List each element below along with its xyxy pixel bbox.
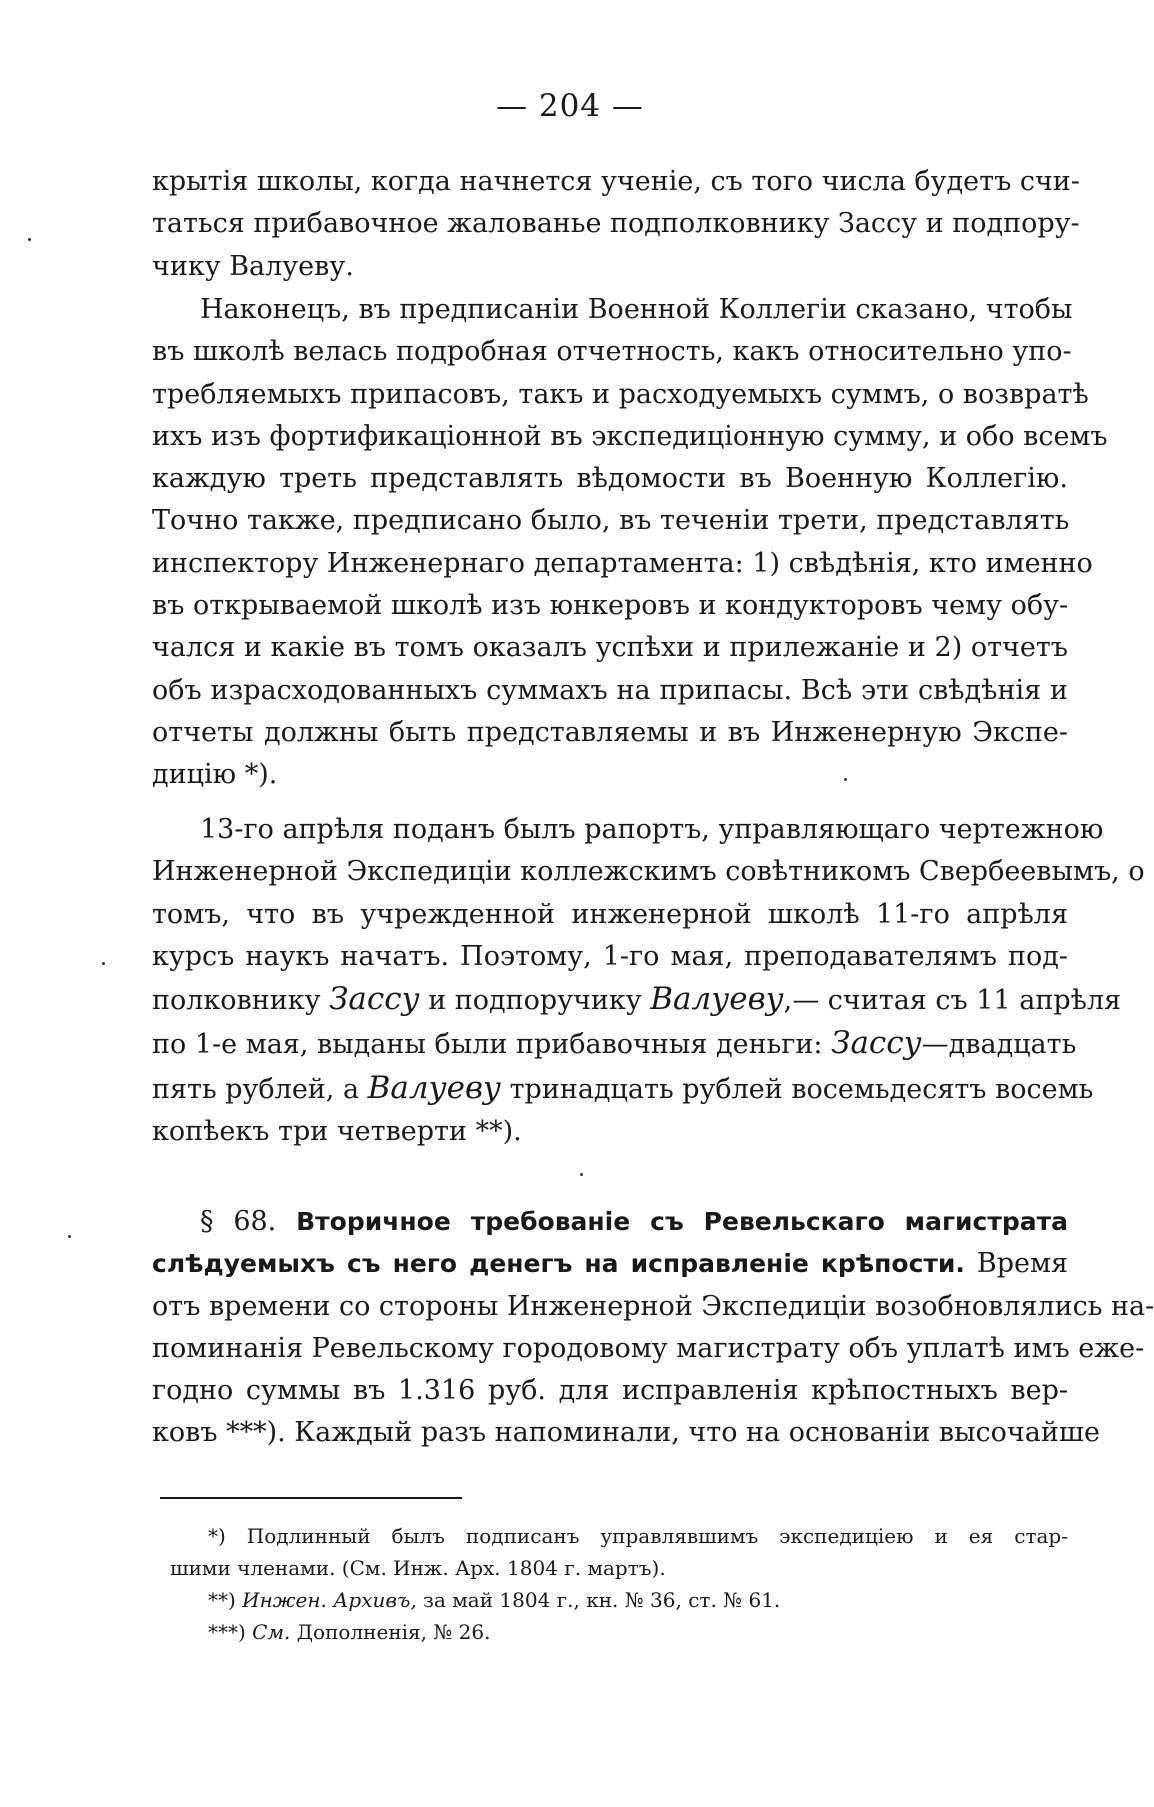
text-line: Точно также, предписано было, въ теченіи трети, представлять bbox=[152, 505, 1070, 537]
footnotes bbox=[170, 1520, 1068, 1648]
scan-speck bbox=[68, 1235, 71, 1238]
text-line: Инженерной Экспедиціи коллежскимъ совѣтникомъ Свербеевымъ, о bbox=[152, 856, 1145, 888]
scan-speck bbox=[844, 778, 847, 781]
text-line bbox=[152, 1022, 1077, 1066]
text-line: чику Валуеву. bbox=[152, 250, 354, 282]
text-run: ,— считая съ 11 апрѣля bbox=[783, 985, 1122, 1017]
footnote-source-italic: См. bbox=[252, 1620, 291, 1644]
footnote-mark: **) bbox=[208, 1588, 236, 1612]
section-heading: слѣдуемыхъ съ него денегъ на исправленіе крѣпости. bbox=[152, 1249, 965, 1279]
footnote-mark: ***) bbox=[208, 1620, 246, 1644]
text-line: отчеты должны быть представляемы и въ Инженерную Экспе- bbox=[152, 716, 1068, 748]
text-line: объ израсходованныхъ суммахъ на припасы. Всѣ эти свѣдѣнія и bbox=[152, 674, 1068, 706]
text-run: —двадцать bbox=[921, 1029, 1077, 1061]
footnote-line: шими членами. (См. Инж. Арх. 1804 г. мартъ). bbox=[170, 1556, 666, 1580]
text-line: чался и какіе въ томъ оказалъ успѣхи и прилежаніе и 2) отчетъ bbox=[152, 632, 1068, 664]
footnote-line: *) Подлинный былъ подписанъ управлявшимъ экспедиціею и ея стар- bbox=[208, 1524, 1068, 1548]
footnote-divider bbox=[160, 1497, 462, 1499]
page-number: — 204 — bbox=[496, 88, 644, 124]
section-number: § 68. bbox=[200, 1206, 277, 1237]
footnote-text: Дополненія, № 26. bbox=[296, 1620, 491, 1644]
text-line: томъ, что въ учрежденной инженерной школѣ 11-го апрѣля bbox=[152, 898, 1068, 930]
footnote-text: за май 1804 г., кн. № 36, ст. № 61. bbox=[423, 1588, 781, 1612]
scan-speck bbox=[580, 1173, 583, 1176]
text-line: дицію *). bbox=[152, 759, 278, 791]
text-line: годно суммы въ 1.316 руб. для исправленія крѣпостныхъ вер- bbox=[152, 1375, 1068, 1407]
text-line: таться прибавочное жалованье подполковнику Зассу и подпору- bbox=[152, 208, 1080, 240]
text-run: полковнику bbox=[152, 985, 321, 1017]
text-line bbox=[152, 978, 1122, 1022]
text-line: отъ времени со стороны Инженерной Экспедиціи возобновлялись на- bbox=[152, 1290, 1154, 1322]
text-line: Наконецъ, въ предписаніи Военной Коллегіи сказано, чтобы bbox=[200, 294, 1073, 325]
text-line: копѣекъ три четверти **). bbox=[152, 1116, 522, 1148]
footnote-line bbox=[170, 1616, 1068, 1648]
text-line: курсъ наукъ начатъ. Поэтому, 1-го мая, преподавателямъ под- bbox=[152, 940, 1068, 972]
name-italic: Зассу bbox=[831, 1025, 922, 1062]
text-line: поминанія Ревельскому городовому магистрату объ уплатѣ имъ еже- bbox=[152, 1332, 1145, 1364]
text-line bbox=[152, 1201, 1068, 1243]
text-line: инспектору Инженернаго департамента: 1) свѣдѣнія, кто именно bbox=[152, 547, 1093, 579]
text-line: въ открываемой школѣ изъ юнкеровъ и кондукторовъ чему обу- bbox=[152, 590, 1069, 622]
text-line bbox=[152, 1243, 1068, 1285]
footnote-source-italic: Инжен. Архивъ, bbox=[242, 1588, 417, 1612]
footnote-line bbox=[170, 1584, 1068, 1616]
scan-speck bbox=[28, 238, 31, 241]
text-line: крытія школы, когда начнется ученіе, съ того числа будетъ счи- bbox=[152, 166, 1080, 197]
text-line: въ школѣ велась подробная отчетность, какъ относительно упо- bbox=[152, 336, 1072, 368]
text-run: тринадцать рублей восемьдесятъ восемь bbox=[509, 1073, 1094, 1105]
section-heading: Вторичное требованіе съ Ревельскаго магистрата bbox=[296, 1207, 1068, 1236]
text-line: ковъ ***). Каждый разъ напоминали, что на основаніи высочайше bbox=[152, 1417, 1100, 1449]
scan-speck bbox=[102, 962, 105, 965]
name-italic: Валуеву bbox=[650, 981, 784, 1018]
paragraph-continuation bbox=[152, 161, 1080, 288]
text-line: 13-го апрѣля поданъ былъ рапортъ, управляющаго чертежною bbox=[200, 814, 1104, 845]
paragraph-report-april bbox=[152, 809, 1145, 1153]
text-line: ихъ изъ фортификаціонной въ экспедиціонную сумму, и обо всемъ bbox=[152, 420, 1108, 452]
name-italic: Валуеву bbox=[367, 1069, 502, 1106]
text-run: по 1-е мая, выданы были прибавочныя деньги: bbox=[152, 1029, 823, 1061]
section-68 bbox=[152, 1201, 1154, 1455]
text-run: пять рублей, а bbox=[152, 1073, 360, 1105]
name-italic: Зассу bbox=[329, 981, 420, 1018]
text-run: Время bbox=[976, 1248, 1068, 1280]
text-line bbox=[152, 1067, 1094, 1111]
text-line: требляемыхъ припасовъ, такъ и расходуемыхъ суммъ, о возвратѣ bbox=[152, 378, 1089, 410]
text-line: каждую треть представлять вѣдомости въ Военную Коллегію. bbox=[152, 463, 1068, 495]
paragraph-reporting bbox=[152, 289, 1108, 797]
text-run: и подпоручику bbox=[428, 985, 642, 1017]
